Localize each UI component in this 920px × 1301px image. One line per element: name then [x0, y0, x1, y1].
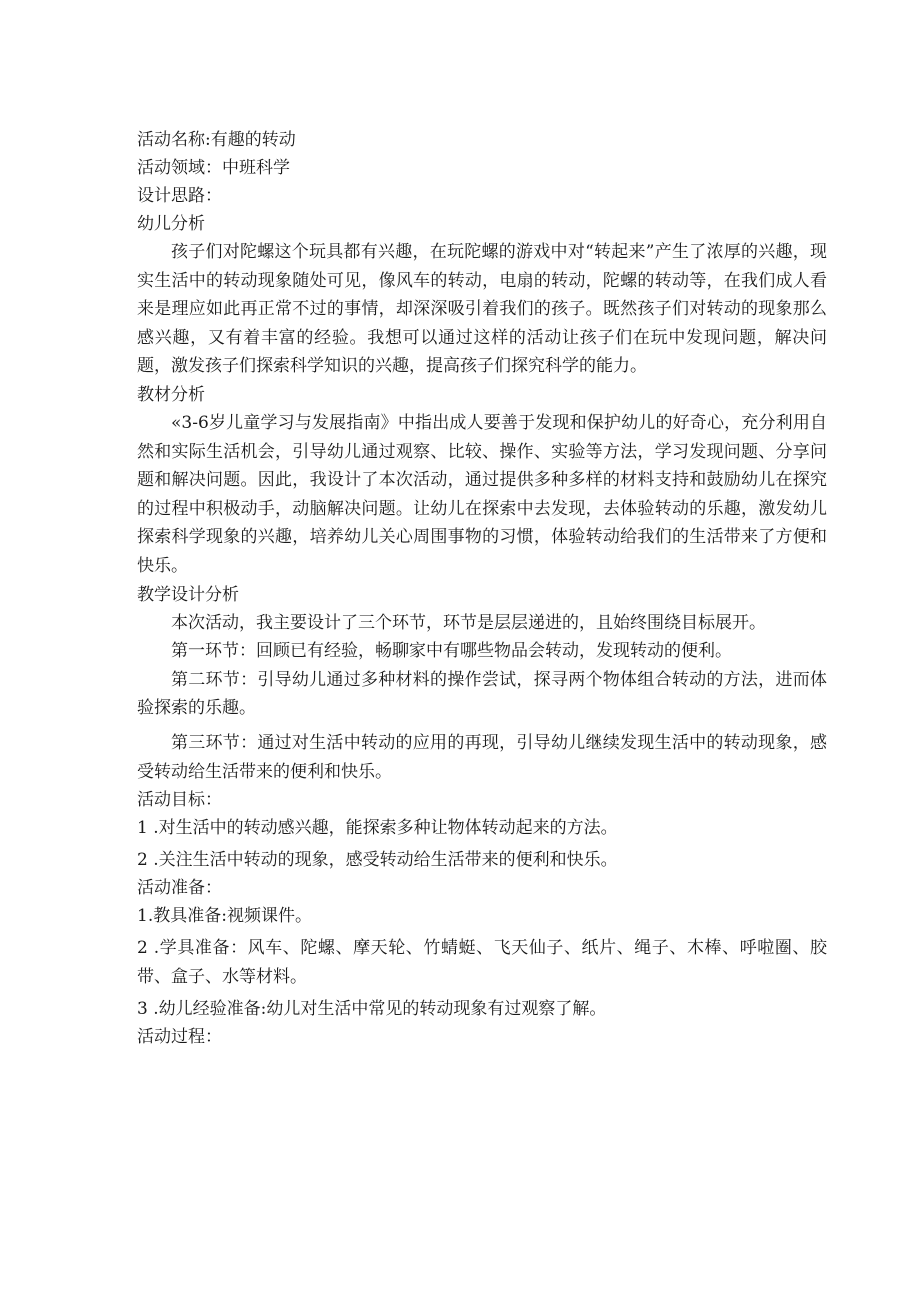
- teaching-design-heading: 教学设计分析: [137, 584, 239, 605]
- teaching-design-step2: 第二环节：引导幼儿通过多种材料的操作尝试，探寻两个物体组合转动的方法，进而体验探索的乐趣。: [137, 669, 827, 719]
- design-idea-heading: 设计思路：: [137, 186, 222, 206]
- preparation-item-3: 3 .幼儿经验准备:幼儿对生活中常见的转动现象有过观察了解。: [137, 999, 607, 1020]
- document-page: [137, 126, 827, 1051]
- activity-field: 活动领域：中班科学: [137, 158, 290, 178]
- activity-name: 活动名称:有趣的转动: [137, 130, 296, 150]
- goal-item-2: 2 .关注生活中转动的现象，感受转动给生活带来的便利和快乐。: [137, 850, 618, 871]
- teaching-design-step3: 第三环节：通过对生活中转动的应用的再现，引导幼儿继续发现生活中的转动现象，感受转动给生活带来的便利和快乐。: [137, 732, 827, 782]
- goal-item-1: 1 .对生活中的转动感兴趣，能探索多种让物体转动起来的方法。: [137, 818, 618, 839]
- process-heading: 活动过程：: [137, 1027, 222, 1048]
- preparation-heading: 活动准备：: [137, 878, 222, 899]
- teaching-design-step1: 第一环节：回顾已有经验，畅聊家中有哪些物品会转动，发现转动的便利。: [171, 641, 732, 662]
- material-analysis-heading: 教材分析: [137, 384, 205, 405]
- goals-heading: 活动目标：: [137, 790, 222, 811]
- child-analysis-heading: 幼儿分析: [137, 214, 205, 234]
- child-analysis-paragraph: 孩子们对陀螺这个玩具都有兴趣，在玩陀螺的游戏中对“转起来”产生了浓厚的兴趣，现实生活中的转动现象随处可见，像风车的转动，电扇的转动，陀螺的转动等，在我们成人看来是理应如此再正常不过的事情，却深深吸引着我们的孩子。既然孩子们对转动的现象那么感兴趣，又有着丰富的经验。我想可以通过这样的活动让孩子们在玩中发现问题，解决问题，激发孩子们探索科学知识的兴趣，提高孩子们探究科学的能力。: [137, 242, 827, 377]
- preparation-item-1: 1.教具准备:视频课件。: [137, 906, 312, 927]
- material-analysis-paragraph: «3-6岁儿童学习与发展指南》中指出成人要善于发现和保护幼儿的好奇心，充分利用自然和实际生活机会，引导幼儿通过观察、比较、操作、实验等方法，学习发现问题、分享问题和解决问题。因此，我设计了本次活动，通过提供多种多样的材料支持和鼓励幼儿在探究的过程中积极动手，动脑解决问题。让幼儿在探索中去发现，去体验转动的乐趣，激发幼儿探索科学现象的兴趣，培养幼儿关心周围事物的习惯，体验转动给我们的生活带来了方便和快乐。: [137, 412, 827, 576]
- preparation-item-2: 2 .学具准备：风车、陀螺、摩天轮、竹蜻蜓、飞天仙子、纸片、绳子、木棒、呼啦圈、胶带、盒子、水等材料。: [137, 938, 827, 987]
- teaching-design-intro: 本次活动，我主要设计了三个环节，环节是层层递进的，且始终围绕目标展开。: [171, 612, 766, 633]
